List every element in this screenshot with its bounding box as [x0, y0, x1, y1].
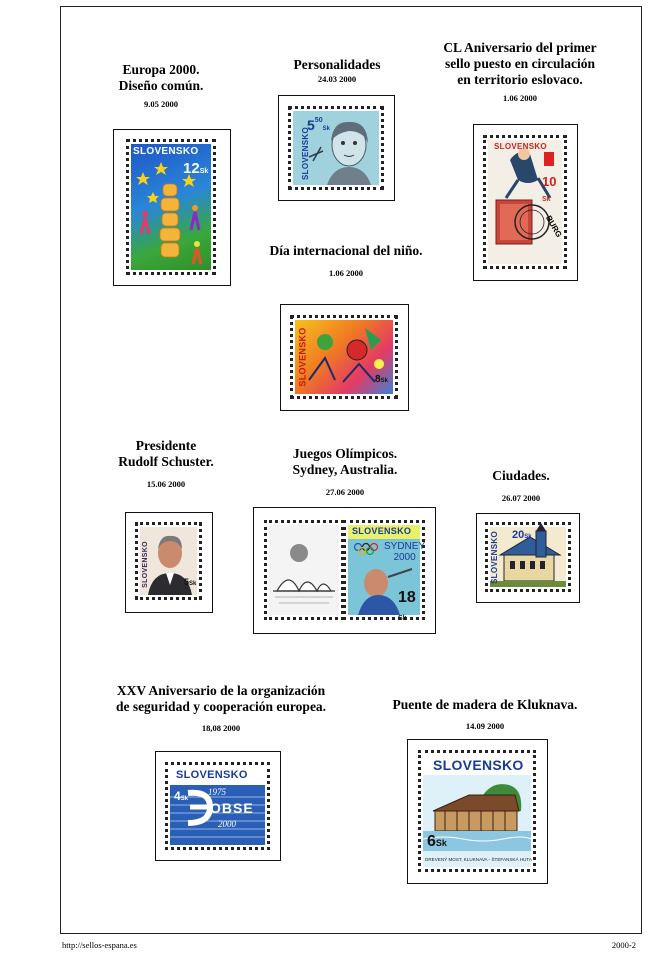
stamp-country-label: SLOVENSKO — [433, 757, 524, 773]
osce-acronym: OBSE — [210, 800, 254, 816]
footer-url[interactable]: http://sellos-espana.es — [62, 940, 137, 950]
stamp-value: $5^{50}Sk$ — [307, 117, 330, 133]
stamp-value: 10 Sk — [542, 174, 557, 203]
stamp-ciudades — [485, 522, 571, 592]
heading-personalidades: Personalidades 24.03 2000 — [293, 57, 381, 84]
footer-page-number: 2000-2 — [611, 940, 636, 950]
stamp-osce — [165, 762, 270, 850]
stamp-value: 18 Sk — [398, 589, 416, 622]
stamp-country-label: SLOVENSKO — [176, 769, 248, 781]
heading-ciudades: Ciudades. 26.07 2000 — [492, 468, 550, 503]
heading-juegos-olimpicos: Juegos Olímpicos. Sydney, Australia. 27.06 2000 — [292, 446, 398, 497]
stamp-caption: DREVENÝ MOST, KLUKNAVA - ŠTEFANSKÁ HUTA — [425, 857, 532, 862]
stamp-country-label: SLOVENSKO — [494, 142, 547, 151]
stamp-value: 4Sk — [174, 789, 189, 803]
stamp-sydney-label: SYDNEY 2000 — [384, 541, 426, 563]
stamp-dia-nino — [290, 315, 398, 399]
osce-year-a: 1975 — [208, 787, 226, 797]
stamp-value: 8Sk — [375, 374, 388, 385]
heading-presidente: Presidente Rudolf Schuster. 15.06 2000 — [118, 438, 214, 489]
heading-xxv-aniversario: XXV Aniversario de la organización de seguridad y cooperación europea. 18,08 2000 — [115, 683, 327, 733]
stamp-value: 6Sk — [427, 833, 447, 850]
heading-cl-aniversario: CL Aniversario del primer sello puesto en circulación en territorio eslovaco. 1.06 2000 — [443, 40, 597, 103]
stamp-tab-sydney-opera — [264, 520, 344, 620]
stamp-value: 20Sk — [512, 529, 532, 541]
heading-dia-nino: Día internacional del niño. 1.06 2000 — [269, 243, 423, 278]
stamp-country-label: SLOVENSKO — [300, 127, 310, 180]
stamp-country-label: SLOVENSKO — [352, 526, 412, 536]
heading-puente-kluknava: Puente de madera de Kluknava. 14.09 2000 — [392, 697, 578, 731]
osce-year-b: 2000 — [218, 819, 236, 829]
stamp-cl-aniversario — [483, 135, 567, 269]
heading-europa-2000: Europa 2000. Diseño común. 9.05 2000 — [118, 62, 204, 109]
stamp-country-label: SLOVENSKO — [489, 531, 499, 584]
stamp-value: 12Sk — [183, 160, 209, 177]
stamp-puente-kluknava — [418, 750, 536, 872]
stamp-value: 5Sk — [184, 577, 197, 587]
stamp-europa-2000 — [126, 139, 216, 275]
stamp-country-label: SLOVENSKO — [297, 327, 308, 387]
stamp-sydney-2000 — [343, 520, 425, 620]
postmark-text: BURG — [543, 214, 564, 239]
stamp-country-label: SLOVENSKO — [133, 146, 199, 157]
stamp-country-label: SLOVENSKO — [141, 541, 149, 588]
stamp-presidente — [135, 522, 202, 600]
stamp-personalidades — [288, 106, 384, 190]
